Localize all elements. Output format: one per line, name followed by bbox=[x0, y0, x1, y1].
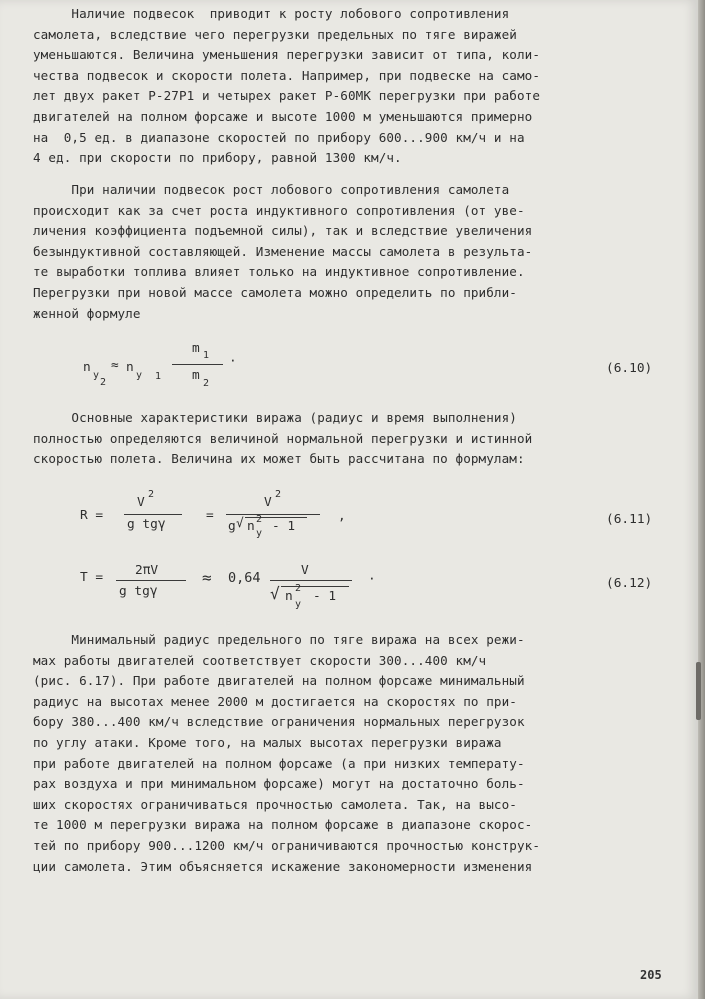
text-line: личения коэффициента подъемной силы), так и вследствие увеличения bbox=[33, 223, 533, 239]
fraction-bar bbox=[226, 514, 320, 515]
sqrt-sign: √ bbox=[236, 516, 244, 531]
text-line: самолета, вследствие чего перегрузки предельных по тяге виражей bbox=[33, 26, 517, 42]
fraction-bar bbox=[172, 364, 223, 365]
formula-symbol: m bbox=[192, 341, 200, 356]
text-line: рах воздуха и при минимальном форсаже) могут на достаточно боль- bbox=[33, 776, 525, 792]
formula-symbol: g bbox=[228, 519, 236, 534]
formula-subscript: 2 bbox=[203, 378, 210, 389]
formula-term: - 1 bbox=[272, 519, 296, 534]
sqrt-bar bbox=[281, 586, 349, 587]
text-line: полностью определяются величиной нормальной перегрузки и истинной bbox=[33, 430, 533, 446]
text-line: ции самолета. Этим объясняется искажение закономерности изменения bbox=[33, 858, 533, 874]
formula-denominator: g tgγ bbox=[119, 584, 158, 599]
formula-term: - 1 bbox=[313, 589, 337, 604]
formula-subscript: 2 bbox=[100, 377, 107, 388]
equation-number: (6.11) bbox=[606, 512, 653, 527]
formula-lhs: R = bbox=[80, 508, 104, 523]
formula-symbol: V bbox=[301, 563, 309, 578]
text-line: мах работы двигателей соответствует скорости 300...400 км/ч bbox=[33, 652, 487, 668]
formula-operator: · bbox=[368, 572, 376, 587]
equation-number: (6.12) bbox=[606, 576, 653, 591]
formula-subscript: y bbox=[93, 370, 100, 381]
formula-superscript: 2 bbox=[295, 583, 302, 594]
formula-operator: ≈ bbox=[202, 568, 212, 587]
formula-symbol: n bbox=[285, 589, 293, 604]
formula-symbol: n bbox=[247, 519, 255, 534]
text-line: Перегрузки при новой массе самолета можно определить по прибли- bbox=[33, 284, 517, 300]
text-line: (рис. 6.17). При работе двигателей на полном форсаже минимальный bbox=[33, 673, 525, 689]
formula-superscript: 2 bbox=[275, 489, 282, 500]
text-line: двигателей на полном форсаже и высоте 1000 м уменьшаются примерно bbox=[33, 108, 533, 124]
formula-superscript: 2 bbox=[256, 514, 263, 525]
formula-operator: · bbox=[229, 354, 237, 369]
formula-symbol: n bbox=[83, 360, 91, 375]
text-line: радиус на высотах менее 2000 м достигается на скоростях по при- bbox=[33, 693, 517, 709]
scroll-thumb[interactable] bbox=[696, 662, 701, 720]
paragraph-4 bbox=[33, 630, 663, 877]
text-line: при работе двигателей на полном форсаже (а при низких температу- bbox=[33, 755, 525, 771]
paragraph-2 bbox=[33, 180, 663, 324]
text-line: бору 380...400 км/ч вследствие ограничения нормальных перегрузок bbox=[33, 714, 525, 730]
formula-operator: ≈ bbox=[111, 358, 119, 373]
text-line: Минимальный радиус предельного по тяге виража на всех режи- bbox=[33, 632, 525, 647]
formula-subscript: y bbox=[136, 370, 143, 381]
text-line: При наличии подвесок рост лобового сопротивления самолета bbox=[33, 182, 510, 197]
formula-numerator: 2πV bbox=[135, 563, 159, 578]
text-line: происходит как за счет роста индуктивного сопротивления (от уве- bbox=[33, 202, 525, 218]
equation-number: (6.10) bbox=[606, 361, 653, 376]
text-line: чества подвесок и скорости полета. Например, при подвеске на само- bbox=[33, 67, 541, 83]
fraction-bar bbox=[270, 580, 352, 581]
page-edge bbox=[698, 0, 705, 999]
formula-symbol: V bbox=[137, 495, 145, 510]
formula-subscript: 1 bbox=[155, 371, 162, 382]
formula-superscript: 2 bbox=[148, 489, 155, 500]
text-line: 4 ед. при скорости по прибору, равной 1300 км/ч. bbox=[33, 150, 402, 166]
text-line: Основные характеристики виража (радиус и время выполнения) bbox=[33, 410, 517, 425]
formula-subscript: 1 bbox=[203, 350, 210, 361]
formula-denominator: g tgγ bbox=[127, 517, 166, 532]
paragraph-1 bbox=[33, 4, 663, 169]
page-number: 205 bbox=[640, 968, 662, 982]
formula-lhs: T = bbox=[80, 570, 104, 585]
formula-symbol: m bbox=[192, 368, 200, 383]
formula-coefficient: 0,64 bbox=[228, 570, 261, 586]
text-line: те выработки топлива влияет только на индуктивное сопротивление. bbox=[33, 264, 525, 280]
paragraph-3 bbox=[33, 408, 663, 470]
formula-subscript: y bbox=[295, 599, 302, 610]
sqrt-sign: √ bbox=[270, 584, 280, 603]
formula-symbol: V bbox=[264, 495, 272, 510]
text-line: те 1000 м перегрузки виража на полном форсаже в диапазоне скорос- bbox=[33, 817, 533, 833]
text-line: лет двух ракет Р-27Р1 и четырех ракет Р-60МК перегрузки при работе bbox=[33, 88, 541, 104]
fraction-bar bbox=[116, 580, 186, 581]
text-line: уменьшаются. Величина уменьшения перегрузки зависит от типа, коли- bbox=[33, 47, 541, 63]
formula-operator: , bbox=[338, 509, 346, 524]
sqrt-bar bbox=[245, 517, 307, 518]
text-line: по углу атаки. Кроме того, на малых высотах перегрузки виража bbox=[33, 734, 502, 750]
text-line: на 0,5 ед. в диапазоне скоростей по прибору 600...900 км/ч и на bbox=[33, 129, 525, 145]
formula-subscript: y bbox=[256, 528, 263, 539]
text-line: ших скоростях ограничиваться прочностью самолета. Так, на высо- bbox=[33, 796, 517, 812]
text-line: женной формуле bbox=[33, 305, 141, 321]
formula-symbol: n bbox=[126, 360, 134, 375]
text-line: Наличие подвесок приводит к росту лобового сопротивления bbox=[33, 6, 510, 21]
fraction-bar bbox=[124, 514, 182, 515]
text-line: безындуктивной составляющей. Изменение массы самолета в результа- bbox=[33, 243, 533, 259]
text-line: скоростью полета. Величина их может быть рассчитана по формулам: bbox=[33, 451, 525, 467]
formula-operator: = bbox=[206, 508, 214, 523]
text-line: тей по прибору 900...1200 км/ч ограничиваются прочностью конструк- bbox=[33, 837, 541, 853]
